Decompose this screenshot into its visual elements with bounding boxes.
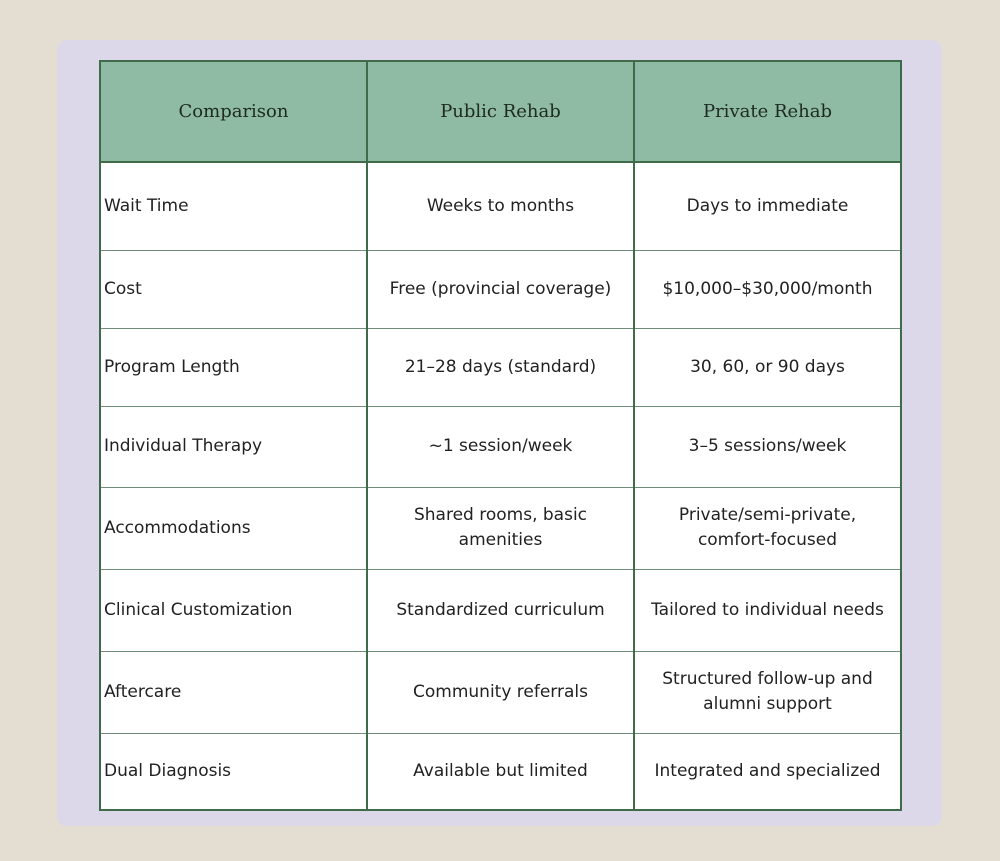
table-row: [100, 733, 901, 810]
table-row: [100, 487, 901, 569]
header-private-rehab: Private Rehab: [634, 61, 901, 162]
public-cell: 21–28 days (standard): [367, 328, 634, 406]
row-label: Clinical Customization: [100, 569, 367, 651]
row-label: Cost: [100, 250, 367, 328]
comparison-table: [99, 60, 902, 811]
row-label: Dual Diagnosis: [100, 733, 367, 810]
header-comparison: Comparison: [100, 61, 367, 162]
public-cell: Standardized curriculum: [367, 569, 634, 651]
private-cell: 3–5 sessions/week: [634, 406, 901, 487]
row-label: Accommodations: [100, 487, 367, 569]
row-label: Individual Therapy: [100, 406, 367, 487]
public-cell: Community referrals: [367, 651, 634, 733]
row-label: Wait Time: [100, 162, 367, 250]
private-cell: 30, 60, or 90 days: [634, 328, 901, 406]
header-row: [100, 61, 901, 162]
public-cell: Free (provincial coverage): [367, 250, 634, 328]
public-cell: Available but limited: [367, 733, 634, 810]
public-cell: Weeks to months: [367, 162, 634, 250]
table-row: [100, 569, 901, 651]
row-label: Aftercare: [100, 651, 367, 733]
table-row: [100, 250, 901, 328]
row-label: Program Length: [100, 328, 367, 406]
private-cell: Integrated and specialized: [634, 733, 901, 810]
table-row: [100, 651, 901, 733]
public-cell: ~1 session/week: [367, 406, 634, 487]
private-cell: $10,000–$30,000/month: [634, 250, 901, 328]
private-cell: Private/semi-private, comfort-focused: [634, 487, 901, 569]
private-cell: Structured follow-up and alumni support: [634, 651, 901, 733]
table-row: [100, 162, 901, 250]
private-cell: Tailored to individual needs: [634, 569, 901, 651]
table-row: [100, 406, 901, 487]
header-public-rehab: Public Rehab: [367, 61, 634, 162]
public-cell: Shared rooms, basic amenities: [367, 487, 634, 569]
table-row: [100, 328, 901, 406]
private-cell: Days to immediate: [634, 162, 901, 250]
